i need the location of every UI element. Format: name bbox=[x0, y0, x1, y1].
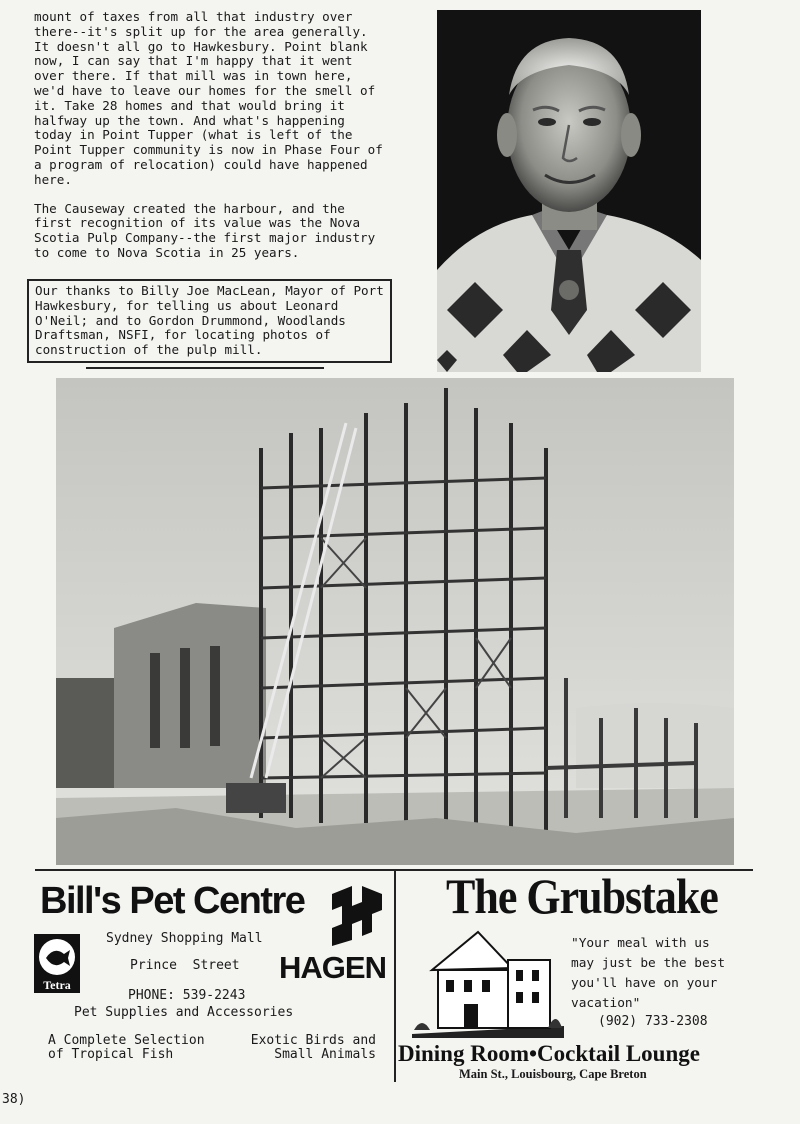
ad-divider-vertical bbox=[394, 870, 396, 1082]
acknowledgement-box: Our thanks to Billy Joe MacLean, Mayor of Port Hawkesbury, for telling us about Leonard O'Neil; and to Gordon Drummond, Woodlands Draftsman, NSFI, for locating photos of construction of the pulp mill. bbox=[27, 279, 392, 363]
grubstake-tagline: Dining Room•Cocktail Lounge bbox=[398, 1041, 700, 1066]
bills-street: Prince Street bbox=[130, 958, 240, 973]
pulp-mill-construction-photo bbox=[56, 378, 734, 865]
tetra-fish-icon bbox=[34, 934, 80, 984]
grubstake-phone: (902) 733-2308 bbox=[598, 1014, 708, 1029]
bills-supplies: Pet Supplies and Accessories bbox=[74, 1005, 294, 1020]
bills-phone: PHONE: 539-2243 bbox=[128, 988, 246, 1003]
bills-fish-line2: of Tropical Fish bbox=[48, 1047, 174, 1062]
hagen-brand: HAGEN bbox=[279, 950, 386, 985]
hagen-logo-icon bbox=[328, 884, 386, 952]
divider bbox=[86, 367, 324, 369]
grubstake-quote bbox=[571, 934, 751, 1014]
restaurant-building-illustration bbox=[412, 930, 564, 1042]
portrait-photo bbox=[437, 10, 701, 372]
article-paragraph: mount of taxes from all that industry over there--it's split up for the area generally. It doesn't all go to Hawkesbury. Point blank now, I can say that I'm happy that it went over there. If that mill was in town here, we'd have to leave our homes for the smell of it. Take 28 homes and that would bring it halfway up the town. And what's happening today in Point Tupper (what is left of the Point Tupper community is now in Phase Four of a program of relocation) could have happened here. bbox=[34, 9, 383, 187]
quote-line: you'll have on your bbox=[571, 976, 718, 991]
quote-line: vacation" bbox=[571, 996, 641, 1011]
page-number: 38) bbox=[2, 1092, 26, 1107]
quote-line: "Your meal with us bbox=[571, 936, 710, 951]
portrait-illustration bbox=[437, 10, 701, 372]
bills-ad-title: Bill's Pet Centre bbox=[40, 880, 305, 922]
article-body bbox=[34, 10, 386, 275]
bills-birds-line2: Small Animals bbox=[274, 1047, 376, 1062]
quote-line: may just be the best bbox=[571, 956, 726, 971]
grubstake-address: Main St., Louisbourg, Cape Breton bbox=[459, 1067, 647, 1081]
bills-birds-line1: Exotic Birds and bbox=[250, 1033, 376, 1048]
tetra-label: Tetra bbox=[34, 978, 80, 993]
article-paragraph: The Causeway created the harbour, and the first recognition of its value was the Nova Scotia Pulp Company--the first major industry to come to Nova Scotia in 25 years. bbox=[34, 200, 376, 260]
grubstake-title: The Grubstake bbox=[446, 869, 718, 924]
construction-illustration bbox=[56, 378, 734, 865]
bills-location: Sydney Shopping Mall bbox=[106, 931, 263, 946]
bills-fish-line1: A Complete Selection bbox=[48, 1033, 205, 1048]
